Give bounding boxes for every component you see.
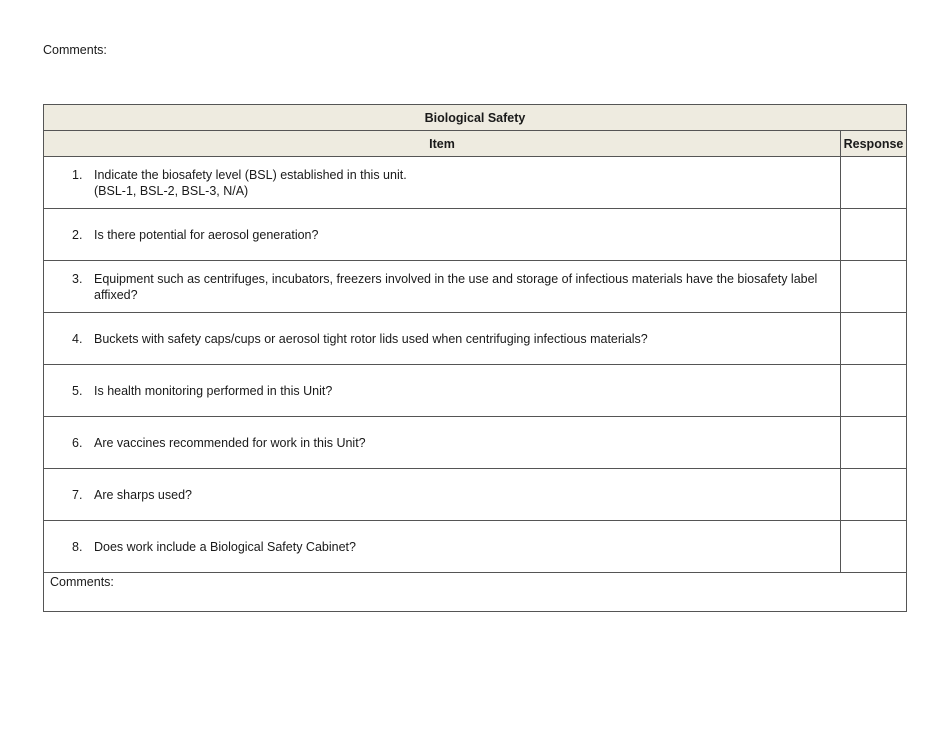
item-number: 6. xyxy=(72,435,83,450)
table-row xyxy=(44,313,907,365)
item-number: 8. xyxy=(72,539,83,554)
table-row xyxy=(44,365,907,417)
table-row xyxy=(44,209,907,261)
response-cell[interactable] xyxy=(841,365,907,417)
item-text: Equipment such as centrifuges, incubators, freezers involved in the use and storage of infectious materials have the biosafety label affixed? xyxy=(94,271,818,302)
item-cell xyxy=(44,313,841,365)
table-row xyxy=(44,469,907,521)
item-cell xyxy=(44,365,841,417)
item-text: Are sharps used? xyxy=(94,487,192,502)
response-cell[interactable] xyxy=(841,261,907,313)
table-row xyxy=(44,157,907,209)
response-cell[interactable] xyxy=(841,521,907,573)
response-column-header: Response xyxy=(841,131,907,157)
response-cell[interactable] xyxy=(841,417,907,469)
response-cell[interactable] xyxy=(841,209,907,261)
item-number: 1. xyxy=(72,167,83,182)
item-cell xyxy=(44,209,841,261)
item-number: 3. xyxy=(72,271,83,286)
table-row xyxy=(44,261,907,313)
top-comments-label: Comments: xyxy=(43,43,107,57)
comments-row xyxy=(44,573,907,612)
response-cell[interactable] xyxy=(841,157,907,209)
biological-safety-table xyxy=(43,104,907,612)
table-title: Biological Safety xyxy=(44,105,907,131)
item-subtext: (BSL-1, BSL-2, BSL-3, N/A) xyxy=(94,183,249,198)
comments-cell[interactable] xyxy=(44,573,907,612)
item-text: Indicate the biosafety level (BSL) established in this unit. xyxy=(94,167,407,182)
item-text: Is health monitoring performed in this Unit? xyxy=(94,383,333,398)
response-cell[interactable] xyxy=(841,469,907,521)
table-header-row xyxy=(44,131,907,157)
item-cell xyxy=(44,261,841,313)
table-row xyxy=(44,521,907,573)
item-number: 4. xyxy=(72,331,83,346)
item-cell xyxy=(44,521,841,573)
item-text: Are vaccines recommended for work in this Unit? xyxy=(94,435,366,450)
comments-label: Comments: xyxy=(50,575,114,589)
response-cell[interactable] xyxy=(841,313,907,365)
item-text-wrap xyxy=(94,167,820,199)
table-row xyxy=(44,417,907,469)
item-column-header: Item xyxy=(44,131,841,157)
item-text: Does work include a Biological Safety Cabinet? xyxy=(94,539,356,554)
item-number: 5. xyxy=(72,383,83,398)
item-cell xyxy=(44,157,841,209)
item-cell xyxy=(44,469,841,521)
item-number: 2. xyxy=(72,227,83,242)
item-cell xyxy=(44,417,841,469)
item-number: 7. xyxy=(72,487,83,502)
item-text: Is there potential for aerosol generation? xyxy=(94,227,319,242)
item-text: Buckets with safety caps/cups or aerosol tight rotor lids used when centrifuging infectious materials? xyxy=(94,331,648,346)
table-title-row xyxy=(44,105,907,131)
